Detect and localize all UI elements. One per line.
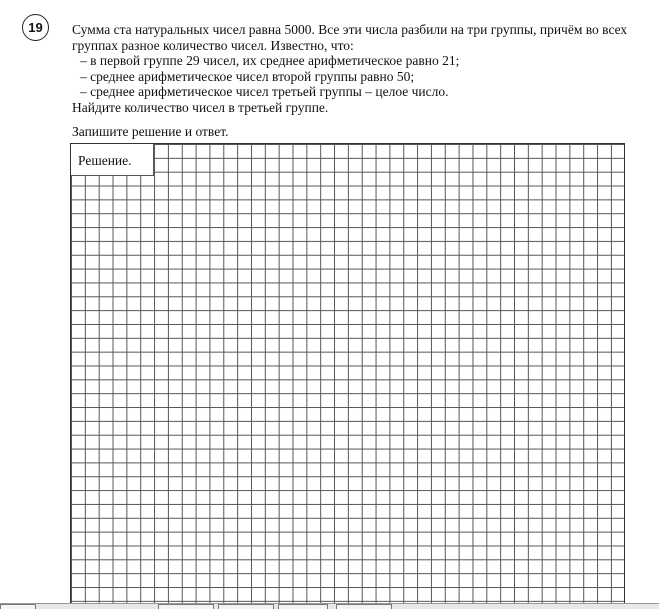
- bottom-taskbar: [0, 603, 659, 609]
- solution-label-box: [71, 144, 154, 176]
- taskbar-button[interactable]: [0, 604, 36, 609]
- taskbar-button[interactable]: [278, 604, 328, 609]
- taskbar-button[interactable]: [218, 604, 274, 609]
- task-number: 19: [28, 20, 43, 35]
- task-number-badge: [22, 14, 49, 41]
- condition-3: – среднее арифметическое чисел третьей группы – целое число.: [80, 84, 449, 99]
- answer-grid[interactable]: [70, 143, 625, 608]
- taskbar-button[interactable]: [336, 604, 392, 609]
- taskbar-button[interactable]: [158, 604, 214, 609]
- answer-instruction: Запишите решение и ответ.: [72, 124, 229, 139]
- condition-1: – в первой группе 29 чисел, их среднее арифметическое равно 21;: [80, 53, 460, 68]
- condition-2: – среднее арифметическое чисел второй группы равно 50;: [80, 68, 415, 84]
- solution-label: Решение.: [78, 153, 132, 168]
- problem-question: Найдите количество чисел в третьей группе.: [72, 99, 329, 115]
- problem-intro: Сумма ста натуральных чисел равна 5000. Все эти числа разбили на три группы, причём во всех группах разное количество чисел. Известно, что:: [72, 22, 628, 53]
- problem-statement: [72, 22, 632, 115]
